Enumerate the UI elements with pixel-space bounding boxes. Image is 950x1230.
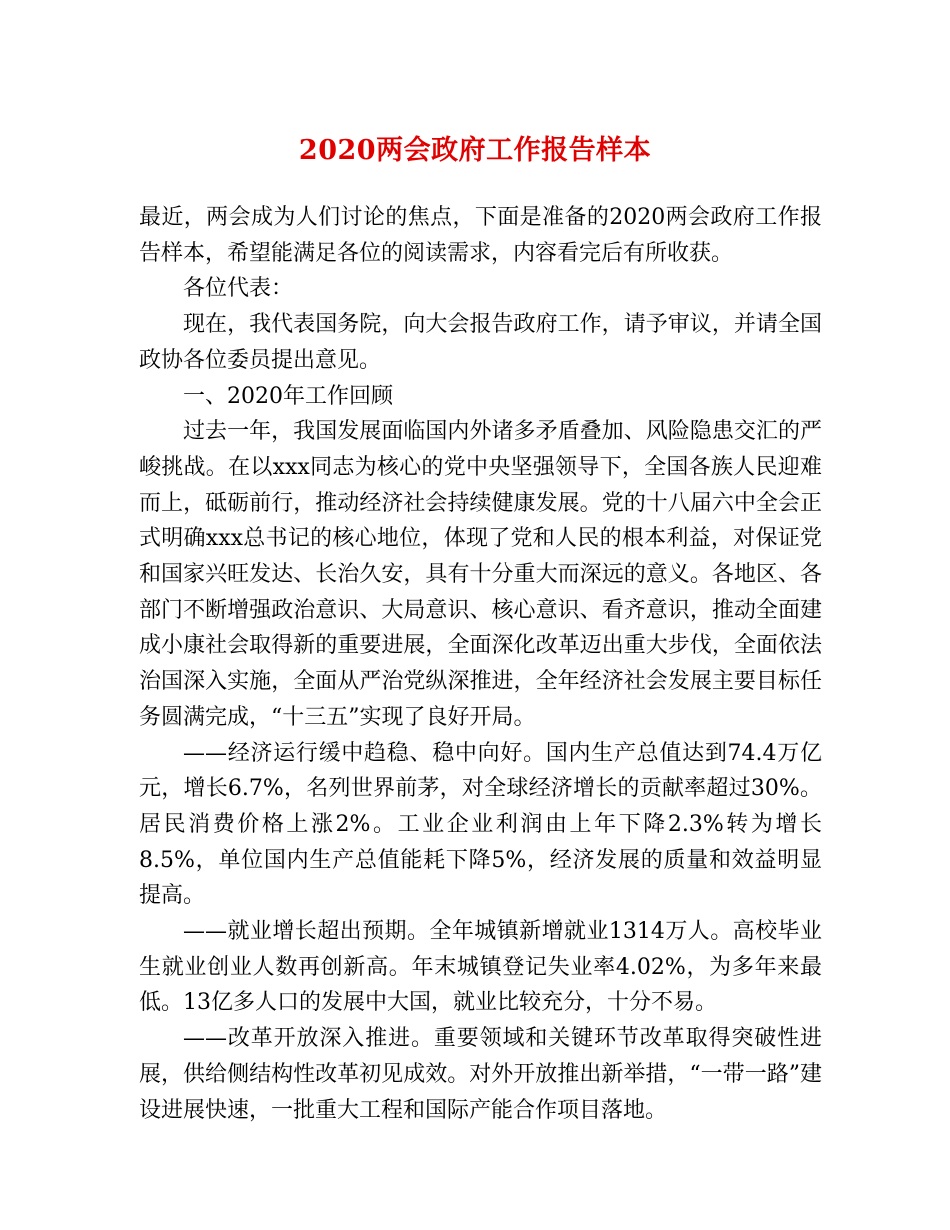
document-title: 2020两会政府工作报告样本 <box>298 135 652 166</box>
paragraph-intro: 最近，两会成为人们讨论的焦点，下面是准备的2020两会政府工作报告样本，希望能满足各位的阅读需求，内容看完后有所收获。 <box>139 205 822 266</box>
paragraph-reform: ——改革开放深入推进。重要领域和关键环节改革取得突破性进展，供给侧结构性改革初见成效。对外开放推出新举措，“一带一路”建设进展快速，一批重大工程和国际产能合作项目落地。 <box>139 1026 822 1123</box>
paragraph-opening: 现在，我代表国务院，向大会报告政府工作，请予审议，并请全国政协各位委员提出意见。 <box>139 312 822 373</box>
section-heading-review: 一、2020年工作回顾 <box>183 383 393 409</box>
paragraph-economy: ——经济运行缓中趋稳、稳中向好。国内生产总值达到74.4万亿元，增长6.7%，名列世界前茅，对全球经济增长的贡献率超过30%。居民消费价格上涨2%。工业企业利润由上年下降2.3%转为增长8.5%，单位国内生产总值能耗下降5%，经济发展的质量和效益明显提高。 <box>139 740 822 909</box>
document-body <box>139 200 822 1128</box>
paragraph-salutation: 各位代表： <box>183 276 294 302</box>
paragraph-employment: ——就业增长超出预期。全年城镇新增就业1314万人。高校毕业生就业创业人数再创新高。年末城镇登记失业率4.02%，为多年来最低。13亿多人口的发展中大国，就业比较充分，十分不易。 <box>139 919 822 1016</box>
paragraph-overview: 过去一年，我国发展面临国内外诸多矛盾叠加、风险隐患交汇的严峻挑战。在以xxx同志为核心的党中央坚强领导下，全国各族人民迎难而上，砥砺前行，推动经济社会持续健康发展。党的十八届六中全会正式明确xxx总书记的核心地位，体现了党和人民的根本利益，对保证党和国家兴旺发达、长治久安，具有十分重大而深远的意义。各地区、各部门不断增强政治意识、大局意识、核心意识、看齐意识，推动全面建成小康社会取得新的重要进展，全面深化改革迈出重大步伐，全面依法治国深入实施，全面从严治党纵深推进，全年经济社会发展主要目标任务圆满完成，“十三五”实现了良好开局。 <box>139 419 822 730</box>
